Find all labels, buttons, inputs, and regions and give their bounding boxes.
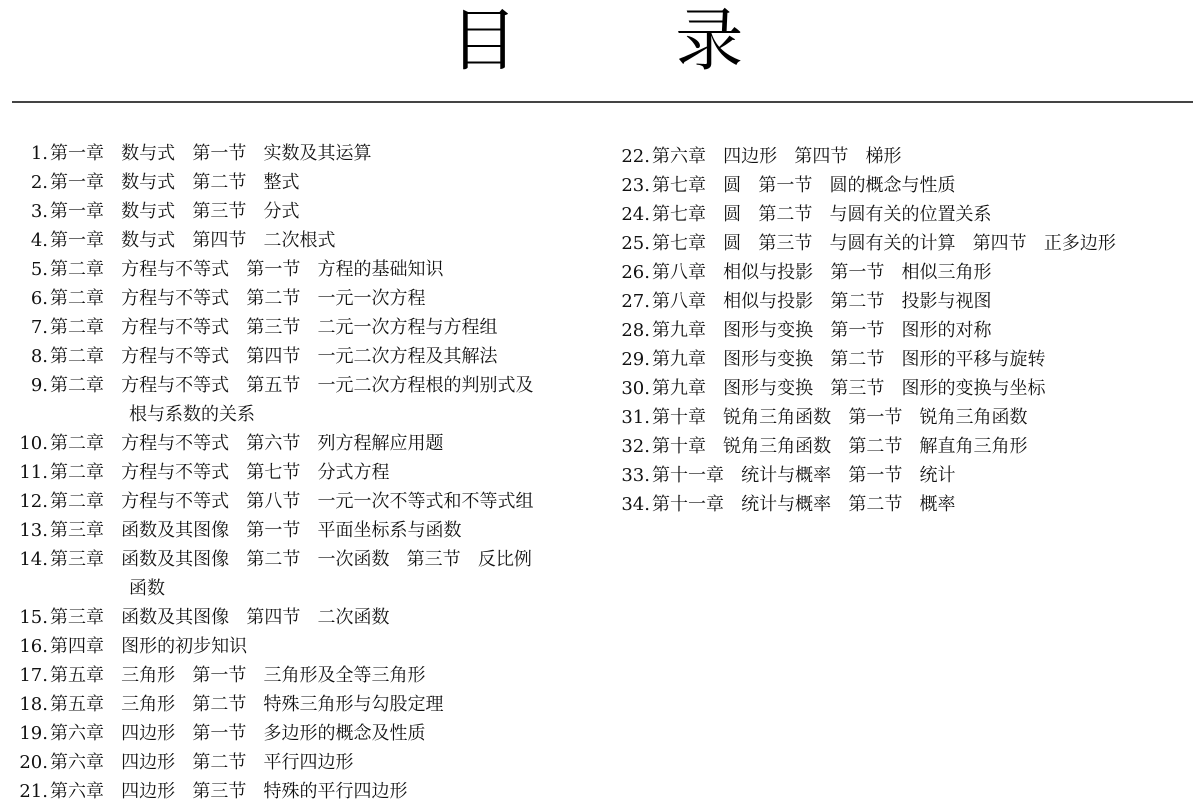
toc-entry[interactable] (612, 403, 1193, 432)
entry-title: 第九章 图形与变换 第二节 图形的平移与旋转 (652, 349, 1046, 370)
toc-entry[interactable] (612, 287, 1193, 316)
entry-title: 第一章 数与式 第二节 整式 (50, 172, 300, 193)
entry-number: 13. (19, 520, 48, 541)
toc-right-column (612, 142, 1193, 519)
toc-entry[interactable] (612, 374, 1193, 403)
entry-number: 24. (621, 204, 650, 225)
entry-title: 第一章 数与式 第三节 分式 (50, 201, 300, 222)
entry-title: 第五章 三角形 第二节 特殊三角形与勾股定理 (50, 694, 444, 715)
entry-number: 27. (621, 291, 650, 312)
entry-number: 20. (19, 752, 48, 773)
toc-entry[interactable] (10, 661, 605, 690)
entry-title: 第六章 四边形 第三节 特殊的平行四边形 (50, 781, 408, 802)
toc-entry[interactable] (10, 487, 605, 516)
entry-title: 第三章 函数及其图像 第四节 二次函数 (50, 607, 390, 628)
toc-entry[interactable] (612, 142, 1193, 171)
entry-title: 第十章 锐角三角函数 第二节 解直角三角形 (652, 436, 1028, 457)
entry-title: 第四章 图形的初步知识 (50, 636, 248, 657)
entry-number: 25. (621, 233, 650, 254)
entry-title-continuation: 函数 (129, 578, 165, 599)
toc-entry[interactable] (10, 748, 605, 777)
entry-number: 22. (621, 146, 650, 167)
toc-entry[interactable] (10, 603, 605, 632)
entry-title: 第九章 图形与变换 第三节 图形的变换与坐标 (652, 378, 1046, 399)
entry-number: 17. (19, 665, 48, 686)
entry-title: 第二章 方程与不等式 第七节 分式方程 (50, 462, 390, 483)
toc-entry[interactable] (612, 258, 1193, 287)
toc-entry[interactable] (612, 461, 1193, 490)
entry-number: 4. (30, 230, 48, 251)
entry-title: 第五章 三角形 第一节 三角形及全等三角形 (50, 665, 426, 686)
entry-number: 34. (621, 494, 650, 515)
toc-entry[interactable] (10, 139, 605, 168)
entry-number: 5. (30, 259, 48, 280)
entry-title: 第三章 函数及其图像 第二节 一次函数 第三节 反比例 (50, 549, 532, 570)
entry-number: 1. (30, 143, 48, 164)
entry-number: 15. (19, 607, 48, 628)
entry-title: 第六章 四边形 第二节 平行四边形 (50, 752, 354, 773)
entry-number: 2. (30, 172, 48, 193)
entry-title: 第九章 图形与变换 第一节 图形的对称 (652, 320, 992, 341)
entry-number: 26. (621, 262, 650, 283)
toc-entry[interactable] (612, 316, 1193, 345)
title-divider (12, 101, 1193, 103)
toc-entry[interactable] (612, 200, 1193, 229)
entry-title: 第一章 数与式 第四节 二次根式 (50, 230, 336, 251)
toc-entry[interactable] (612, 345, 1193, 374)
entry-title: 第二章 方程与不等式 第一节 方程的基础知识 (50, 259, 444, 280)
toc-entry[interactable] (10, 313, 605, 342)
toc-entry[interactable] (10, 516, 605, 545)
entry-number: 11. (19, 462, 48, 483)
entry-number: 18. (19, 694, 48, 715)
toc-entry[interactable] (10, 168, 605, 197)
entry-number: 30. (621, 378, 650, 399)
entry-title: 第十一章 统计与概率 第一节 统计 (652, 465, 956, 486)
toc-entry[interactable] (612, 171, 1193, 200)
toc-entry[interactable] (10, 632, 605, 661)
entry-number: 9. (30, 375, 48, 396)
entry-number: 16. (19, 636, 48, 657)
entry-title: 第十章 锐角三角函数 第一节 锐角三角函数 (652, 407, 1028, 428)
entry-number: 6. (30, 288, 48, 309)
entry-number: 29. (621, 349, 650, 370)
toc-left-column (10, 139, 605, 806)
toc-entry[interactable] (10, 719, 605, 748)
toc-entry[interactable] (10, 371, 605, 400)
entry-number: 19. (19, 723, 48, 744)
entry-title: 第二章 方程与不等式 第四节 一元二次方程及其解法 (50, 346, 498, 367)
entry-title: 第六章 四边形 第一节 多边形的概念及性质 (50, 723, 426, 744)
entry-title: 第二章 方程与不等式 第六节 列方程解应用题 (50, 433, 444, 454)
page-title: 目 录 (449, 2, 812, 81)
entry-title: 第一章 数与式 第一节 实数及其运算 (50, 143, 372, 164)
entry-title: 第七章 圆 第二节 与圆有关的位置关系 (652, 204, 992, 225)
toc-entry[interactable] (10, 429, 605, 458)
toc-entry[interactable] (10, 690, 605, 719)
toc-entry[interactable] (612, 432, 1193, 461)
entry-title: 第七章 圆 第三节 与圆有关的计算 第四节 正多边形 (652, 233, 1116, 254)
entry-title: 第十一章 统计与概率 第二节 概率 (652, 494, 956, 515)
toc-entry[interactable] (10, 255, 605, 284)
entry-title: 第二章 方程与不等式 第八节 一元一次不等式和不等式组 (50, 491, 534, 512)
entry-number: 31. (621, 407, 650, 428)
entry-number: 12. (19, 491, 48, 512)
entry-title: 第七章 圆 第一节 圆的概念与性质 (652, 175, 956, 196)
entry-title: 第六章 四边形 第四节 梯形 (652, 146, 902, 167)
entry-number: 28. (621, 320, 650, 341)
entry-title: 第八章 相似与投影 第一节 相似三角形 (652, 262, 992, 283)
toc-entry[interactable] (612, 490, 1193, 519)
entry-number: 33. (621, 465, 650, 486)
toc-entry[interactable] (612, 229, 1193, 258)
toc-entry[interactable] (10, 458, 605, 487)
toc-entry[interactable] (10, 197, 605, 226)
toc-entry[interactable] (10, 226, 605, 255)
entry-number: 14. (19, 549, 48, 570)
entry-number: 21. (19, 781, 48, 802)
entry-number: 7. (30, 317, 48, 338)
entry-title: 第二章 方程与不等式 第五节 一元二次方程根的判别式及 (50, 375, 534, 396)
entry-title: 第二章 方程与不等式 第二节 一元一次方程 (50, 288, 426, 309)
entry-number: 8. (30, 346, 48, 367)
entry-number: 3. (30, 201, 48, 222)
toc-entry[interactable] (10, 284, 605, 313)
entry-title-continuation: 根与系数的关系 (129, 404, 255, 425)
entry-title: 第八章 相似与投影 第二节 投影与视图 (652, 291, 992, 312)
entry-title: 第三章 函数及其图像 第一节 平面坐标系与函数 (50, 520, 462, 541)
entry-number: 32. (621, 436, 650, 457)
entry-number: 23. (621, 175, 650, 196)
entry-title: 第二章 方程与不等式 第三节 二元一次方程与方程组 (50, 317, 498, 338)
toc-entry[interactable] (10, 545, 605, 574)
entry-number: 10. (19, 433, 48, 454)
toc-entry[interactable] (10, 342, 605, 371)
